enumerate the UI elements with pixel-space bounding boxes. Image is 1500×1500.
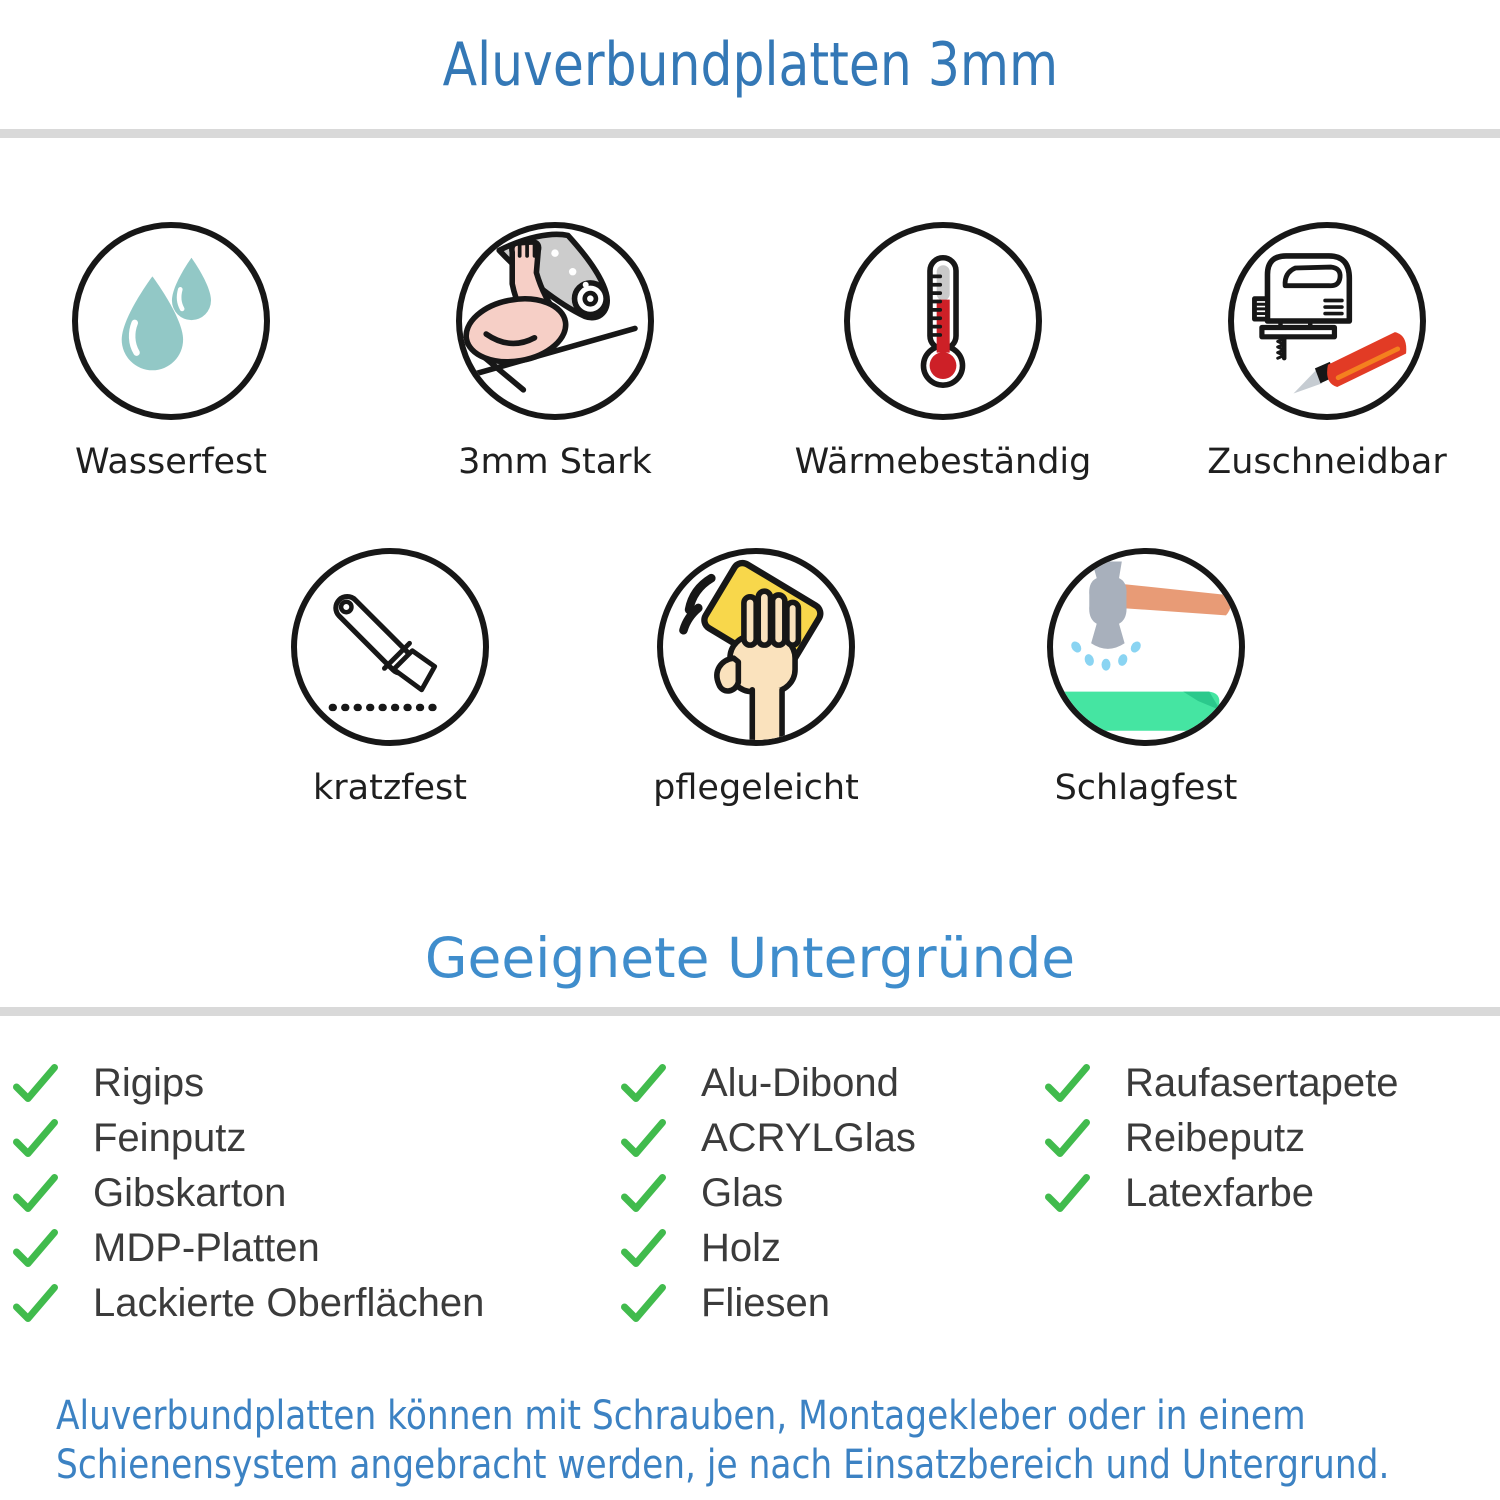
list-item — [620, 1166, 916, 1221]
check-icon — [1044, 1118, 1091, 1160]
list-item-label: Alu-Dibond — [701, 1061, 899, 1105]
feature-3mm-stark — [395, 222, 715, 482]
feature-circle — [844, 222, 1042, 420]
check-icon — [12, 1118, 59, 1160]
feature-circle — [291, 548, 489, 746]
check-icon — [12, 1228, 59, 1270]
jigsaw-cutter-icon — [1234, 228, 1420, 414]
substrates-column-1 — [12, 1056, 484, 1331]
water-drops-icon — [78, 228, 264, 414]
list-item-label: Raufasertapete — [1125, 1061, 1399, 1105]
substrates-section-title: Geeignete Untergründe — [424, 926, 1076, 990]
feature-label: Zuschneidbar — [1207, 442, 1447, 482]
feature-label: kratzfest — [312, 768, 467, 808]
muscle-arm-icon — [462, 228, 648, 414]
check-icon — [12, 1063, 59, 1105]
list-item — [620, 1276, 916, 1331]
check-icon — [620, 1118, 667, 1160]
check-icon — [12, 1173, 59, 1215]
divider-top — [0, 129, 1500, 138]
feature-waermebestaendig — [783, 222, 1103, 482]
list-item — [12, 1276, 484, 1331]
wiping-hand-icon — [663, 554, 849, 740]
list-item-label: MDP-Platten — [93, 1226, 320, 1270]
list-item — [12, 1111, 484, 1166]
feature-circle — [456, 222, 654, 420]
feature-schlagfest — [986, 548, 1306, 808]
feature-kratzfest — [230, 548, 550, 808]
check-icon — [620, 1228, 667, 1270]
hammer-impact-icon — [1053, 554, 1239, 740]
list-item-label: Rigips — [93, 1061, 205, 1105]
substrates-column-3 — [1044, 1056, 1399, 1221]
feature-label: Schlagfest — [1054, 768, 1238, 808]
list-item — [12, 1166, 484, 1221]
list-item — [12, 1056, 484, 1111]
mounting-note — [56, 1392, 1389, 1490]
feature-label: Wasserfest — [74, 442, 268, 482]
thermometer-icon — [850, 228, 1036, 414]
list-item-label: Glas — [701, 1171, 784, 1215]
substrates-column-2 — [620, 1056, 916, 1331]
feature-circle — [657, 548, 855, 746]
feature-circle — [1228, 222, 1426, 420]
feature-label: 3mm Stark — [458, 442, 652, 482]
list-item-label: Feinputz — [93, 1116, 247, 1160]
list-item — [620, 1111, 916, 1166]
check-icon — [12, 1283, 59, 1325]
features-section-title-text: Aluverbundplatten 3mm — [442, 30, 1058, 100]
list-item-label: Fliesen — [701, 1281, 830, 1325]
feature-wasserfest — [11, 222, 331, 482]
list-item — [620, 1221, 916, 1276]
check-icon — [620, 1063, 667, 1105]
feature-pflegeleicht — [596, 548, 916, 808]
mounting-note-line1: Aluverbundplatten können mit Schrauben, Montagekleber oder in einem — [56, 1393, 1306, 1439]
list-item-label: Gibskarton — [93, 1171, 287, 1215]
list-item-label: Holz — [701, 1226, 782, 1270]
mounting-note-line2: Schienensystem angebracht werden, je nach Einsatzbereich und Untergrund. — [56, 1442, 1390, 1488]
check-icon — [1044, 1173, 1091, 1215]
list-item-label: Reibeputz — [1125, 1116, 1306, 1160]
feature-circle — [72, 222, 270, 420]
feature-circle — [1047, 548, 1245, 746]
check-icon — [620, 1173, 667, 1215]
check-icon — [620, 1283, 667, 1325]
feature-label: pflegeleicht — [653, 768, 859, 808]
list-item — [1044, 1111, 1399, 1166]
utility-knife-icon — [297, 554, 483, 740]
feature-label: Wärmebeständig — [794, 442, 1092, 482]
features-section-title — [0, 30, 1500, 100]
list-item-label: Latexfarbe — [1125, 1171, 1315, 1215]
list-item — [1044, 1056, 1399, 1111]
list-item-label: Lackierte Oberflächen — [93, 1281, 485, 1325]
list-item — [12, 1221, 484, 1276]
check-icon — [1044, 1063, 1091, 1105]
divider-middle — [0, 1007, 1500, 1016]
list-item — [1044, 1166, 1399, 1221]
list-item-label: ACRYLGlas — [701, 1116, 916, 1160]
list-item — [620, 1056, 916, 1111]
feature-zuschneidbar — [1167, 222, 1487, 482]
